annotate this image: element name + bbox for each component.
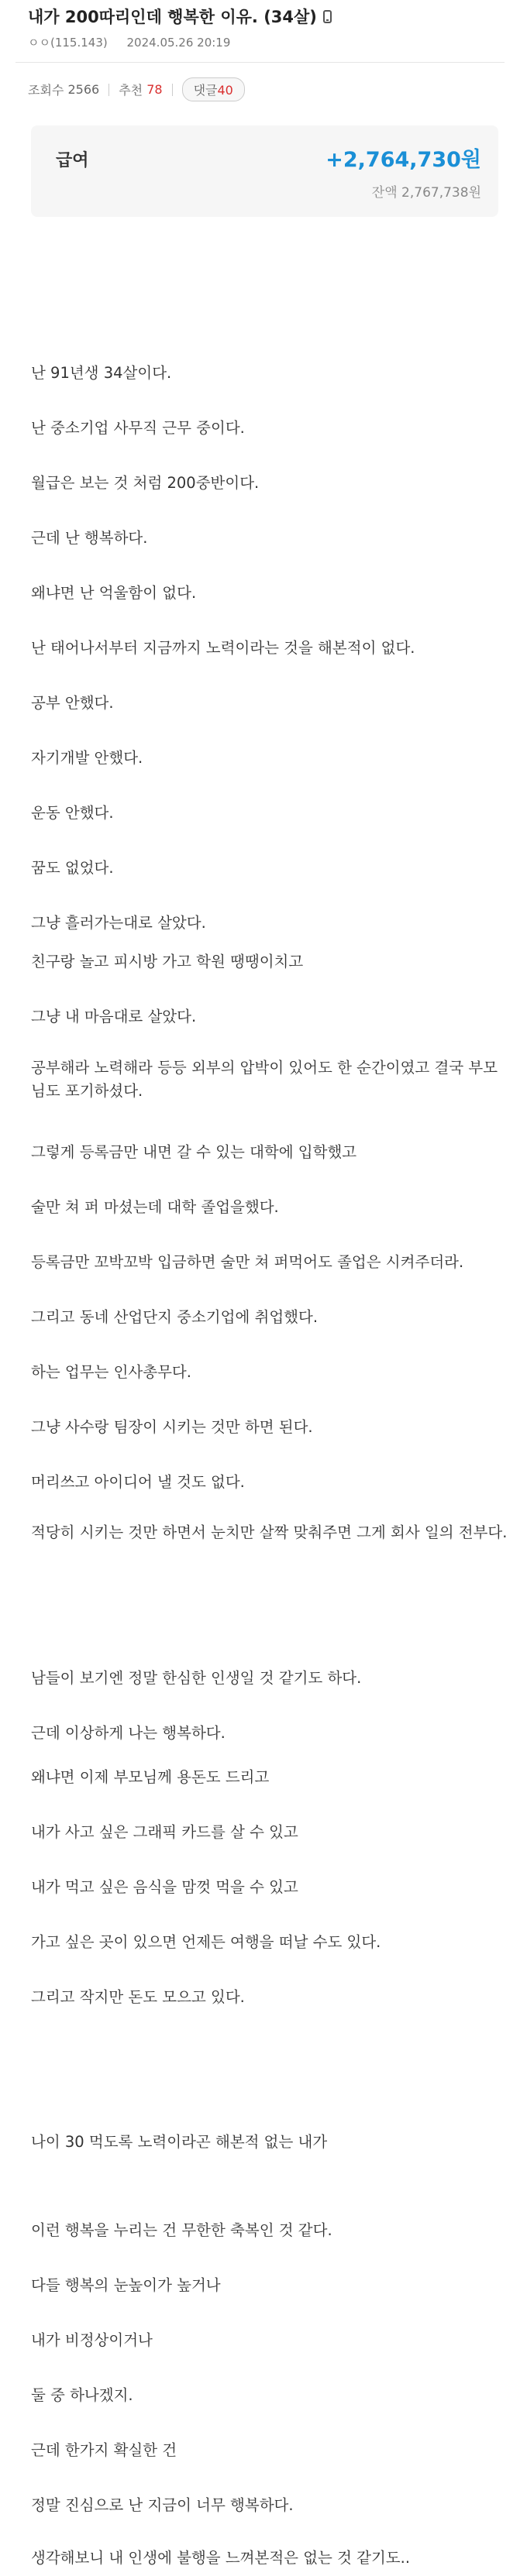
body-line: 머리쓰고 아이디어 낼 것도 없다.	[31, 1473, 245, 1491]
body-line: 난 중소기업 사무직 근무 중이다.	[31, 419, 245, 437]
body-line: 공부 안했다.	[31, 694, 114, 712]
body-line: 난 태어나서부터 지금까지 노력이라는 것을 해본적이 없다.	[31, 639, 415, 657]
author-name[interactable]: ㅇㅇ(115.143)	[28, 36, 108, 50]
body-line: 내가 먹고 싶은 음식을 맘껏 먹을 수 있고	[31, 1878, 298, 1896]
body-line: 하는 업무는 인사총무다.	[31, 1363, 191, 1381]
body-line: 내가 비정상이거나	[31, 2331, 153, 2349]
post-date: 2024.05.26 20:19	[126, 36, 231, 50]
body-line: 내가 사고 싶은 그래픽 카드를 살 수 있고	[31, 1823, 298, 1841]
body-line: 술만 쳐 퍼 마셨는데 대학 졸업을했다.	[31, 1198, 279, 1216]
body-line: 나이 30 먹도록 노력이라곤 해본적 없는 내가	[31, 2133, 328, 2151]
body-line: 왜냐면 이제 부모님께 용돈도 드리고	[31, 1768, 270, 1786]
body-line: 근데 한가지 확실한 건	[31, 2441, 177, 2459]
views-label: 조회수	[28, 83, 64, 98]
body-line: 월급은 보는 것 처럼 200중반이다.	[31, 474, 260, 492]
post-stats	[28, 77, 245, 101]
stats-separator	[172, 84, 173, 96]
comments-label: 댓글	[193, 83, 218, 98]
comments-button[interactable]	[182, 77, 245, 101]
mobile-icon	[323, 10, 332, 23]
body-line: 이런 행복을 누리는 건 무한한 축복인 것 같다.	[31, 2221, 332, 2239]
body-line: 꿈도 없었다.	[31, 859, 114, 877]
body-line: 적당히 시키는 것만 하면서 눈치만 살짝 맞춰주면 그게 회사 일의 전부다.	[31, 1523, 508, 1541]
body-line: 그리고 동네 산업단지 중소기업에 취업했다.	[31, 1308, 319, 1326]
views-count: 2566	[67, 82, 100, 97]
body-line: 운동 안했다.	[31, 804, 114, 822]
salary-label: 급여	[56, 151, 89, 170]
salary-amount: +2,764,730원	[325, 148, 481, 172]
post-title: 내가 200따리인데 행복한 이유. (34살)	[28, 8, 317, 26]
body-line: 그렇게 등록금만 내면 갈 수 있는 대학에 입학했고	[31, 1143, 357, 1161]
post-header	[28, 5, 332, 28]
salary-card	[31, 125, 498, 217]
body-line: 그냥 흘러가는대로 살았다.	[31, 914, 206, 932]
body-line: 공부해라 노력해라 등등 외부의 압박이 있어도 한 순간이였고 결국 부모님도 포기하셨다.	[31, 1059, 498, 1100]
post-meta	[28, 34, 246, 50]
body-line: 자기개발 안했다.	[31, 749, 143, 767]
header-divider	[15, 62, 505, 63]
balance-text: 잔액 2,767,738원	[371, 185, 481, 201]
body-line: 근데 이상하게 나는 행복하다.	[31, 1724, 226, 1742]
comments-count: 40	[217, 83, 233, 98]
body-line: 난 91년생 34살이다.	[31, 364, 172, 382]
body-line: 친구랑 놀고 피시방 가고 학원 땡땡이치고	[31, 953, 304, 970]
body-line: 정말 진심으로 난 지금이 너무 행복하다.	[31, 2496, 294, 2514]
recommend-label: 추천	[119, 83, 143, 98]
body-line: 생각해보니 내 인생에 불행을 느껴본적은 없는 것 같기도..	[31, 2549, 411, 2567]
body-line: 가고 싶은 곳이 있으면 언제든 여행을 떠날 수도 있다.	[31, 1933, 381, 1951]
body-line: 둘 중 하나겠지.	[31, 2386, 133, 2404]
body-line: 근데 난 행복하다.	[31, 529, 148, 547]
body-line: 등록금만 꼬박꼬박 입금하면 술만 쳐 퍼먹어도 졸업은 시켜주더라.	[31, 1253, 464, 1271]
stats-separator	[108, 84, 109, 96]
recommend-count: 78	[146, 82, 163, 97]
body-line: 그리고 작지만 돈도 모으고 있다.	[31, 1988, 245, 2006]
body-line: 왜냐면 난 억울함이 없다.	[31, 584, 197, 602]
body-line: 그냥 사수랑 팀장이 시키는 것만 하면 된다.	[31, 1418, 313, 1436]
body-line: 남들이 보기엔 정말 한심한 인생일 것 같기도 하다.	[31, 1669, 362, 1687]
body-line: 그냥 내 마음대로 살았다.	[31, 1008, 197, 1025]
body-line: 다들 행복의 눈높이가 높거나	[31, 2276, 221, 2294]
